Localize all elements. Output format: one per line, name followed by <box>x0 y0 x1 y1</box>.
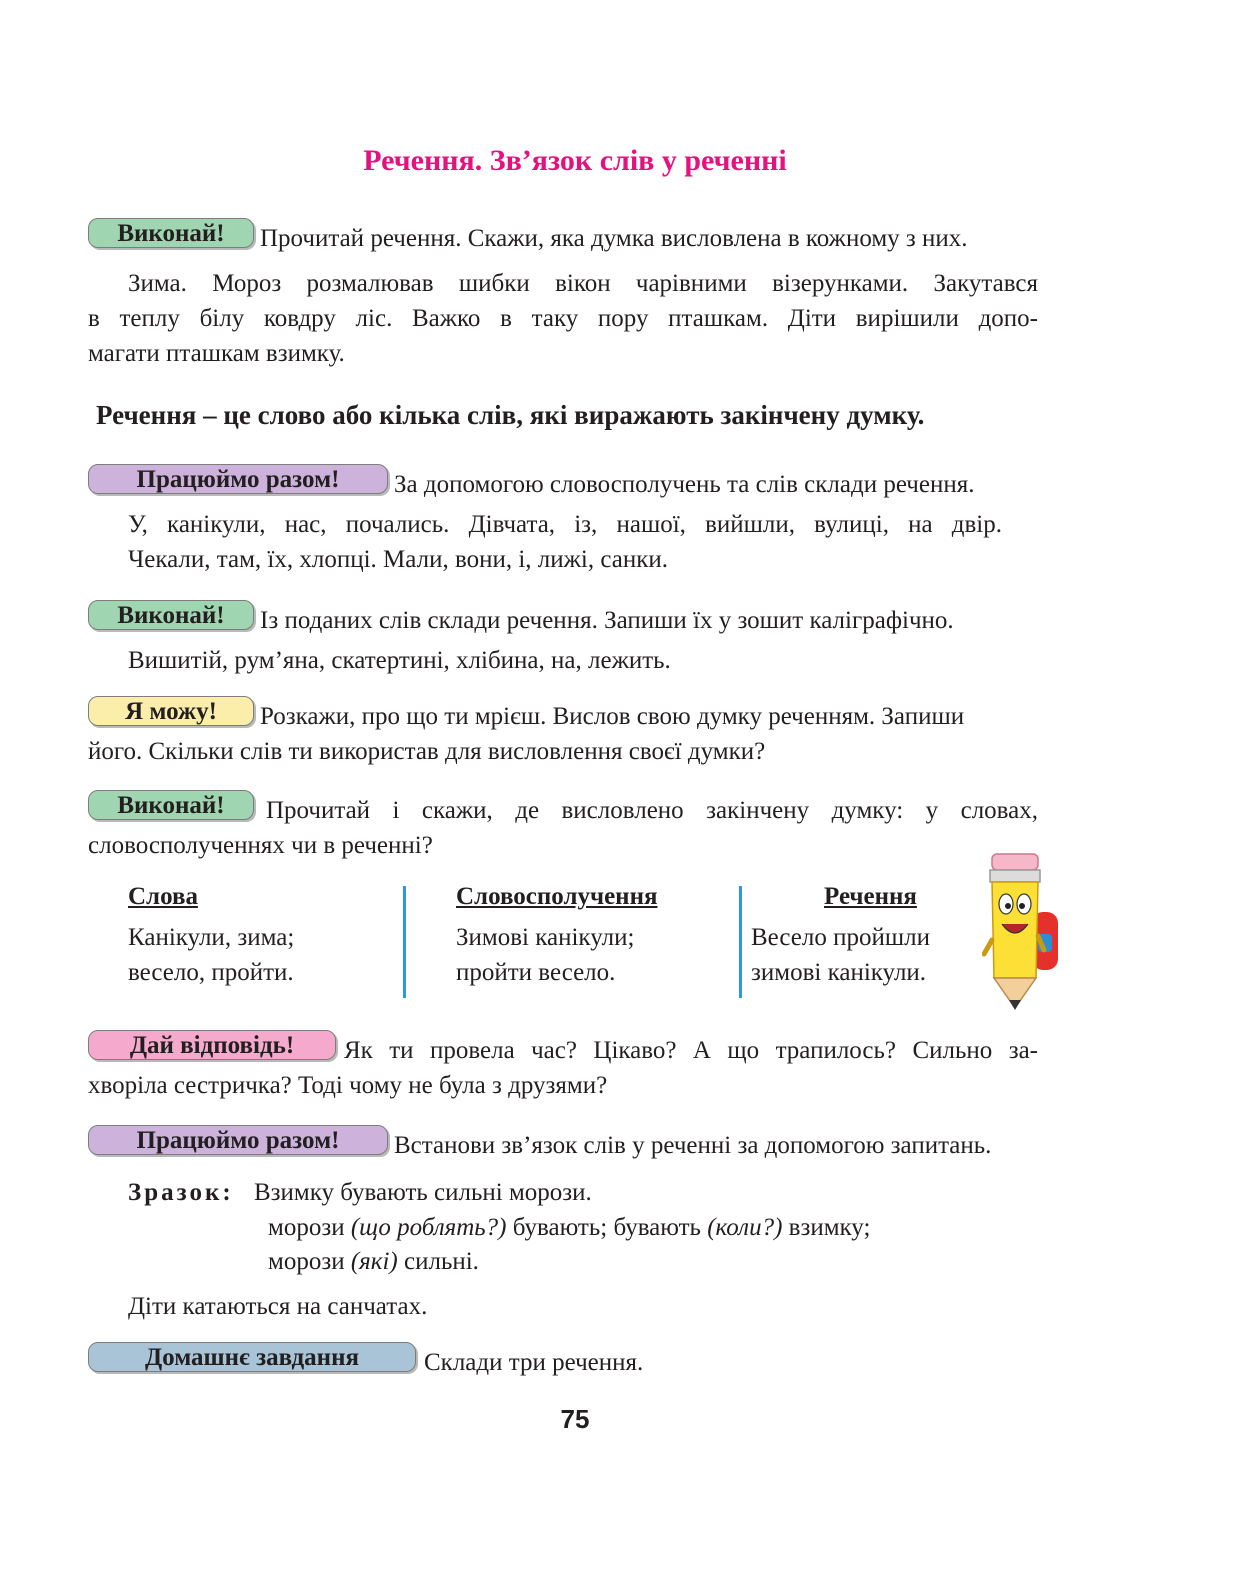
pupil-shape <box>1005 903 1011 909</box>
word-list-line: Вишитій, рум’яна, скатертині, хлібина, на, лежить. <box>128 647 671 674</box>
exercise-badge-do: Виконай! <box>88 790 254 820</box>
exercise-task-line: його. Скільки слів ти використав для висловлення своєї думки? <box>88 738 766 765</box>
exercise-badge-together: Працюймо разом! <box>88 464 388 494</box>
task-sentence: Діти катаються на санчатах. <box>128 1293 428 1320</box>
pencil-mascot-icon <box>982 850 1064 1022</box>
question-text: (коли?) <box>707 1214 783 1241</box>
exercise-task: Із поданих слів склади речення. Запиши їх у зошит каліграфічно. <box>260 607 954 634</box>
pupil-shape <box>1019 903 1025 909</box>
column-text: Канікули, зима; <box>128 924 295 951</box>
sample-text: бувають; бувають <box>506 1214 708 1241</box>
exercise-task: Розкажи, про що ти мрієш. Вислов свою думку реченням. Запиши <box>260 703 965 730</box>
homework-task: Склади три речення. <box>424 1349 644 1376</box>
exercise-task: Встанови зв’язок слів у реченні за допомогою запитань. <box>394 1132 992 1159</box>
exercise-task: Прочитай речення. Скажи, яка думка висловлена в кожному з них. <box>260 225 968 252</box>
sample-text: морози <box>268 1214 351 1241</box>
rule-definition: Речення – це слово або кілька слів, які виражають закінчену думку. <box>96 400 925 430</box>
column-header-sentences: Речення <box>824 883 917 910</box>
sample-label: Зразок: <box>128 1179 234 1206</box>
sample-sentence: Взимку бувають сильні морози. <box>254 1179 592 1206</box>
column-text: Весело пройшли <box>751 924 930 951</box>
exercise-task: Як ти провела час? Цікаво? А що трапилось? Сильно за- <box>344 1037 1038 1064</box>
page-title: Речення. Зв’язок слів у реченні <box>363 144 787 177</box>
sample-text: морози <box>268 1248 351 1275</box>
homework-badge: Домашнє завдання <box>88 1342 416 1372</box>
column-divider <box>739 886 742 998</box>
exercise-badge-do: Виконай! <box>88 218 254 248</box>
exercise-badge-answer: Дай відповідь! <box>88 1030 336 1060</box>
eraser-shape <box>992 854 1038 870</box>
sample-analysis-line <box>268 1244 479 1279</box>
ferrule-shape <box>990 870 1040 882</box>
column-header-phrases: Словосполучення <box>456 883 658 910</box>
question-text: (що роблять?) <box>350 1214 507 1241</box>
word-list-line: Чекали, там, їх, хлопці. Мали, вони, і, лижі, санки. <box>128 546 669 573</box>
paragraph-line: Зима. Мороз розмалював шибки вікон чарівними візерунками. Закутався <box>128 270 1038 297</box>
exercise-task-line: словосполученнях чи в реченні? <box>88 832 433 859</box>
sample-analysis-line <box>268 1210 870 1245</box>
column-text: пройти весело. <box>456 959 616 986</box>
exercise-badge-i-can: Я можу! <box>88 696 254 726</box>
exercise-task: Прочитай і скажи, де висловлено закінчену думку: у словах, <box>266 797 1038 824</box>
arm-shape <box>984 940 992 954</box>
page-number: 75 <box>560 1404 590 1434</box>
exercise-task-line: хворіла сестричка? Тоді чому не була з друзями? <box>88 1072 608 1099</box>
sample-text: взимку; <box>782 1214 871 1241</box>
exercise-badge-together: Працюймо разом! <box>88 1125 388 1155</box>
sample-text: сильні. <box>397 1248 479 1275</box>
word-list-line: У, канікули, нас, почались. Дівчата, із, нашої, вийшли, вулиці, на двір. <box>128 511 1002 538</box>
column-divider <box>403 886 406 998</box>
paragraph-line: в теплу білу ковдру ліс. Важко в таку пору пташкам. Діти вирішили допо- <box>88 305 1038 332</box>
column-text: зимові канікули. <box>751 959 927 986</box>
column-text: Зимові канікули; <box>456 924 635 951</box>
exercise-task: За допомогою словосполучень та слів склади речення. <box>394 471 975 498</box>
paragraph-line: магати пташкам взимку. <box>88 340 345 367</box>
exercise-badge-do: Виконай! <box>88 600 254 630</box>
pencil-lead-shape <box>1009 1000 1021 1010</box>
column-header-words: Слова <box>128 883 198 910</box>
question-text: (які) <box>350 1248 398 1275</box>
column-text: весело, пройти. <box>128 959 294 986</box>
